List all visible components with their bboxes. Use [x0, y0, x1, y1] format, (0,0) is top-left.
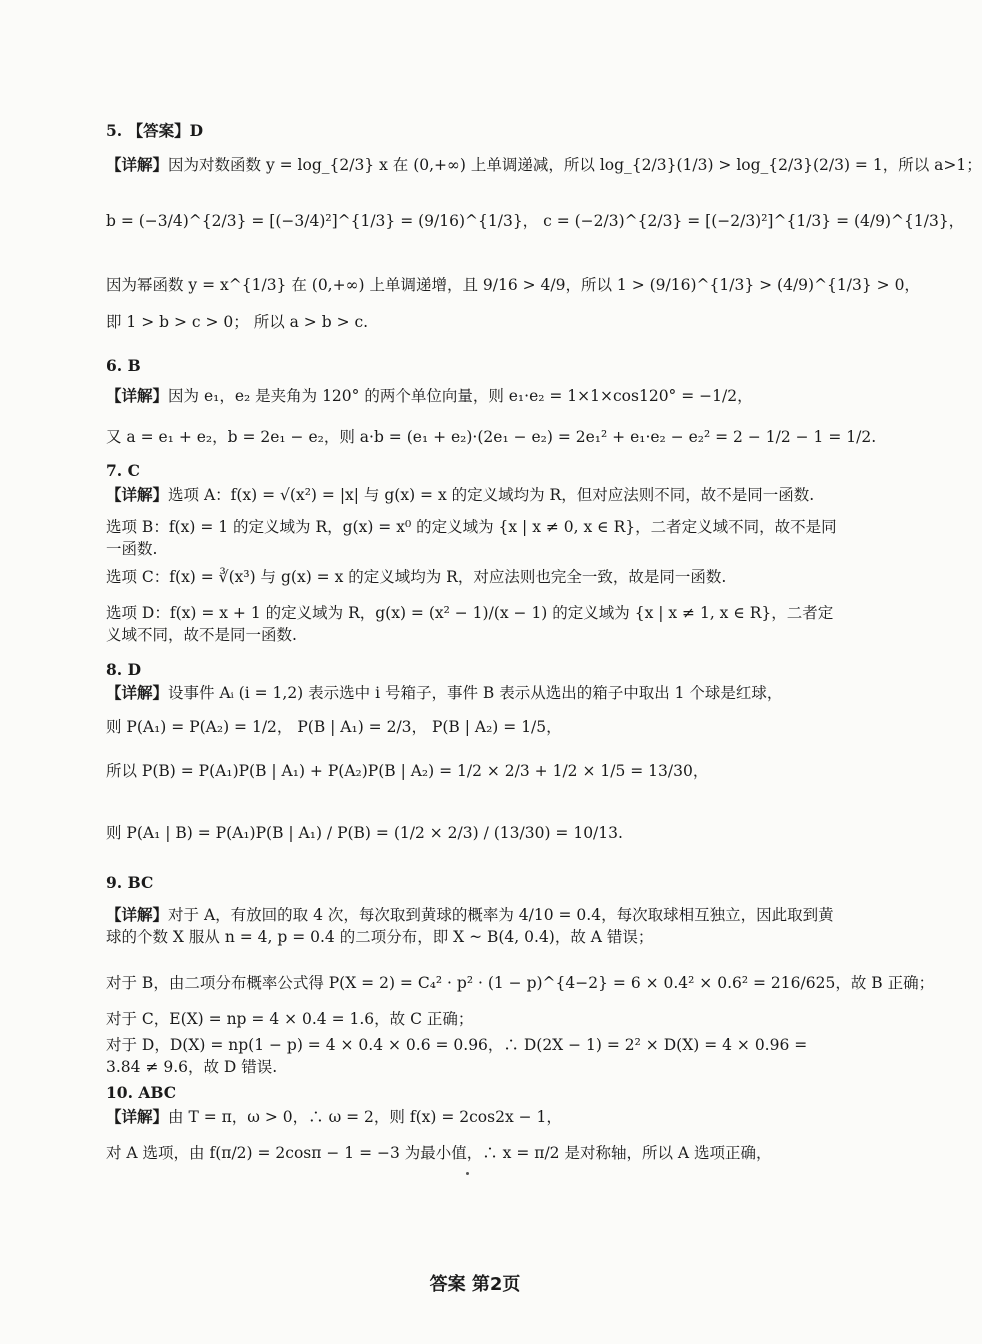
q7-heading: 7. C — [106, 461, 140, 480]
q7-line4: 选项 D：f(x) = x + 1 的定义域为 R，g(x) = (x² − 1)/(x − 1) 的定义域为 {x | x ≠ 1, x ∈ R}，二者定义域不同，故不是同一函数. — [106, 604, 834, 644]
q9-line4: 对于 D，D(X) = np(1 − p) = 4 × 0.4 × 0.6 = 0.96，∴ D(2X − 1) = 2² × D(X) = 4 × 0.96 = 3.84 ≠ 9.6，故 D 错误. — [106, 1036, 808, 1076]
q8-heading: 8. D — [106, 660, 142, 679]
q10-line1 — [106, 1106, 846, 1128]
q9-line3: 对于 C，E(X) = np = 4 × 0.4 = 1.6，故 C 正确； — [106, 1010, 474, 1028]
q5-heading: 5. 【答案】D — [106, 121, 204, 140]
q9-line2: 对于 B，由二项分布概率公式得 P(X = 2) = C₄² · p² · (1 − p)^{4−2} = 6 × 0.4² × 0.6² = 216/625，故 B 正确； — [106, 974, 935, 992]
scan-speck — [466, 1172, 469, 1175]
q5-line4: 即 1 > b > c > 0； 所以 a > b > c. — [106, 313, 369, 331]
q9-line1 — [106, 904, 846, 952]
q8-line4: 则 P(A₁ | B) = P(A₁)P(B | A₁) / P(B) = (1/2 × 2/3) / (13/30) = 10/13. — [106, 824, 623, 842]
q5-tag: 【详解】 — [106, 155, 169, 174]
q8-tag: 【详解】 — [106, 683, 169, 702]
q8-line3: 所以 P(B) = P(A₁)P(B | A₁) + P(A₂)P(B | A₂) = 1/2 × 2/3 + 1/2 × 1/5 = 13/30， — [106, 762, 709, 780]
q5-line1 — [106, 154, 982, 176]
q8-line2: 则 P(A₁) = P(A₂) = 1/2， P(B | A₁) = 2/3， P(B | A₂) = 1/5， — [106, 718, 562, 736]
q7-line2: 选项 B：f(x) = 1 的定义域为 R，g(x) = x⁰ 的定义域为 {x | x ≠ 0, x ∈ R}，二者定义域不同，故不是同一函数. — [106, 518, 837, 558]
q9-text1: 对于 A，有放回的取 4 次，每次取到黄球的概率为 4/10 = 0.4，每次取球相互独立，因此取到黄球的个数 X 服从 n = 4, p = 0.4 的二项分布，即 X ~ B(4, 0.4)，故 A 错误； — [106, 906, 834, 946]
q5-line2: b = (−3/4)^{2/3} = [(−3/4)²]^{1/3} = (9/16)^{1/3}， c = (−2/3)^{2/3} = [(−2/3)²]^{1/3} = (4/9)^{1/3}， — [106, 212, 965, 230]
q10-tag: 【详解】 — [106, 1107, 169, 1126]
q10-text1: 由 T = π，ω > 0，∴ ω = 2，则 f(x) = 2cos2x − 1， — [168, 1108, 562, 1126]
q8-text1: 设事件 Aᵢ (i = 1,2) 表示选中 i 号箱子，事件 B 表示从选出的箱子中取出 1 个球是红球， — [168, 684, 783, 702]
q10-heading: 10. ABC — [106, 1083, 177, 1102]
q7-tag: 【详解】 — [106, 485, 169, 504]
q5-text1: 因为对数函数 y = log_{2/3} x 在 (0,+∞) 上单调递减，所以 log_{2/3}(1/3) > log_{2/3}(2/3) = 1，所以 a>1； — [168, 156, 982, 174]
q6-line1 — [106, 385, 846, 407]
q7-text1: 选项 A：f(x) = √(x²) = |x| 与 g(x) = x 的定义域均为 R，但对应法则不同，故不是同一函数. — [168, 486, 815, 504]
q6-text1: 因为 e₁，e₂ 是夹角为 120° 的两个单位向量，则 e₁·e₂ = 1×1×cos120° = −1/2， — [168, 387, 753, 405]
q6-tag: 【详解】 — [106, 386, 169, 405]
q8-line1 — [106, 682, 846, 704]
q9-heading: 9. BC — [106, 873, 154, 892]
q7-line1 — [106, 484, 846, 506]
q6-heading: 6. B — [106, 356, 141, 375]
q10-line2: 对 A 选项，由 f(π/2) = 2cosπ − 1 = −3 为最小值，∴ x = π/2 是对称轴，所以 A 选项正确， — [106, 1144, 772, 1162]
q7-line3: 选项 C：f(x) = ∛(x³) 与 g(x) = x 的定义域均为 R，对应法则也完全一致，故是同一函数. — [106, 568, 727, 586]
q9-tag: 【详解】 — [106, 905, 169, 924]
q5-line3: 因为幂函数 y = x^{1/3} 在 (0,+∞) 上单调递增，且 9/16 > 4/9，所以 1 > (9/16)^{1/3} > (4/9)^{1/3} > 0， — [106, 276, 920, 294]
page-footer: 答案 第2页 — [429, 1274, 521, 1295]
q6-line2: 又 a = e₁ + e₂，b = 2e₁ − e₂，则 a·b = (e₁ + e₂)·(2e₁ − e₂) = 2e₁² + e₁·e₂ − e₂² = 2 − 1/2 − 1 = 1/2. — [106, 428, 877, 446]
